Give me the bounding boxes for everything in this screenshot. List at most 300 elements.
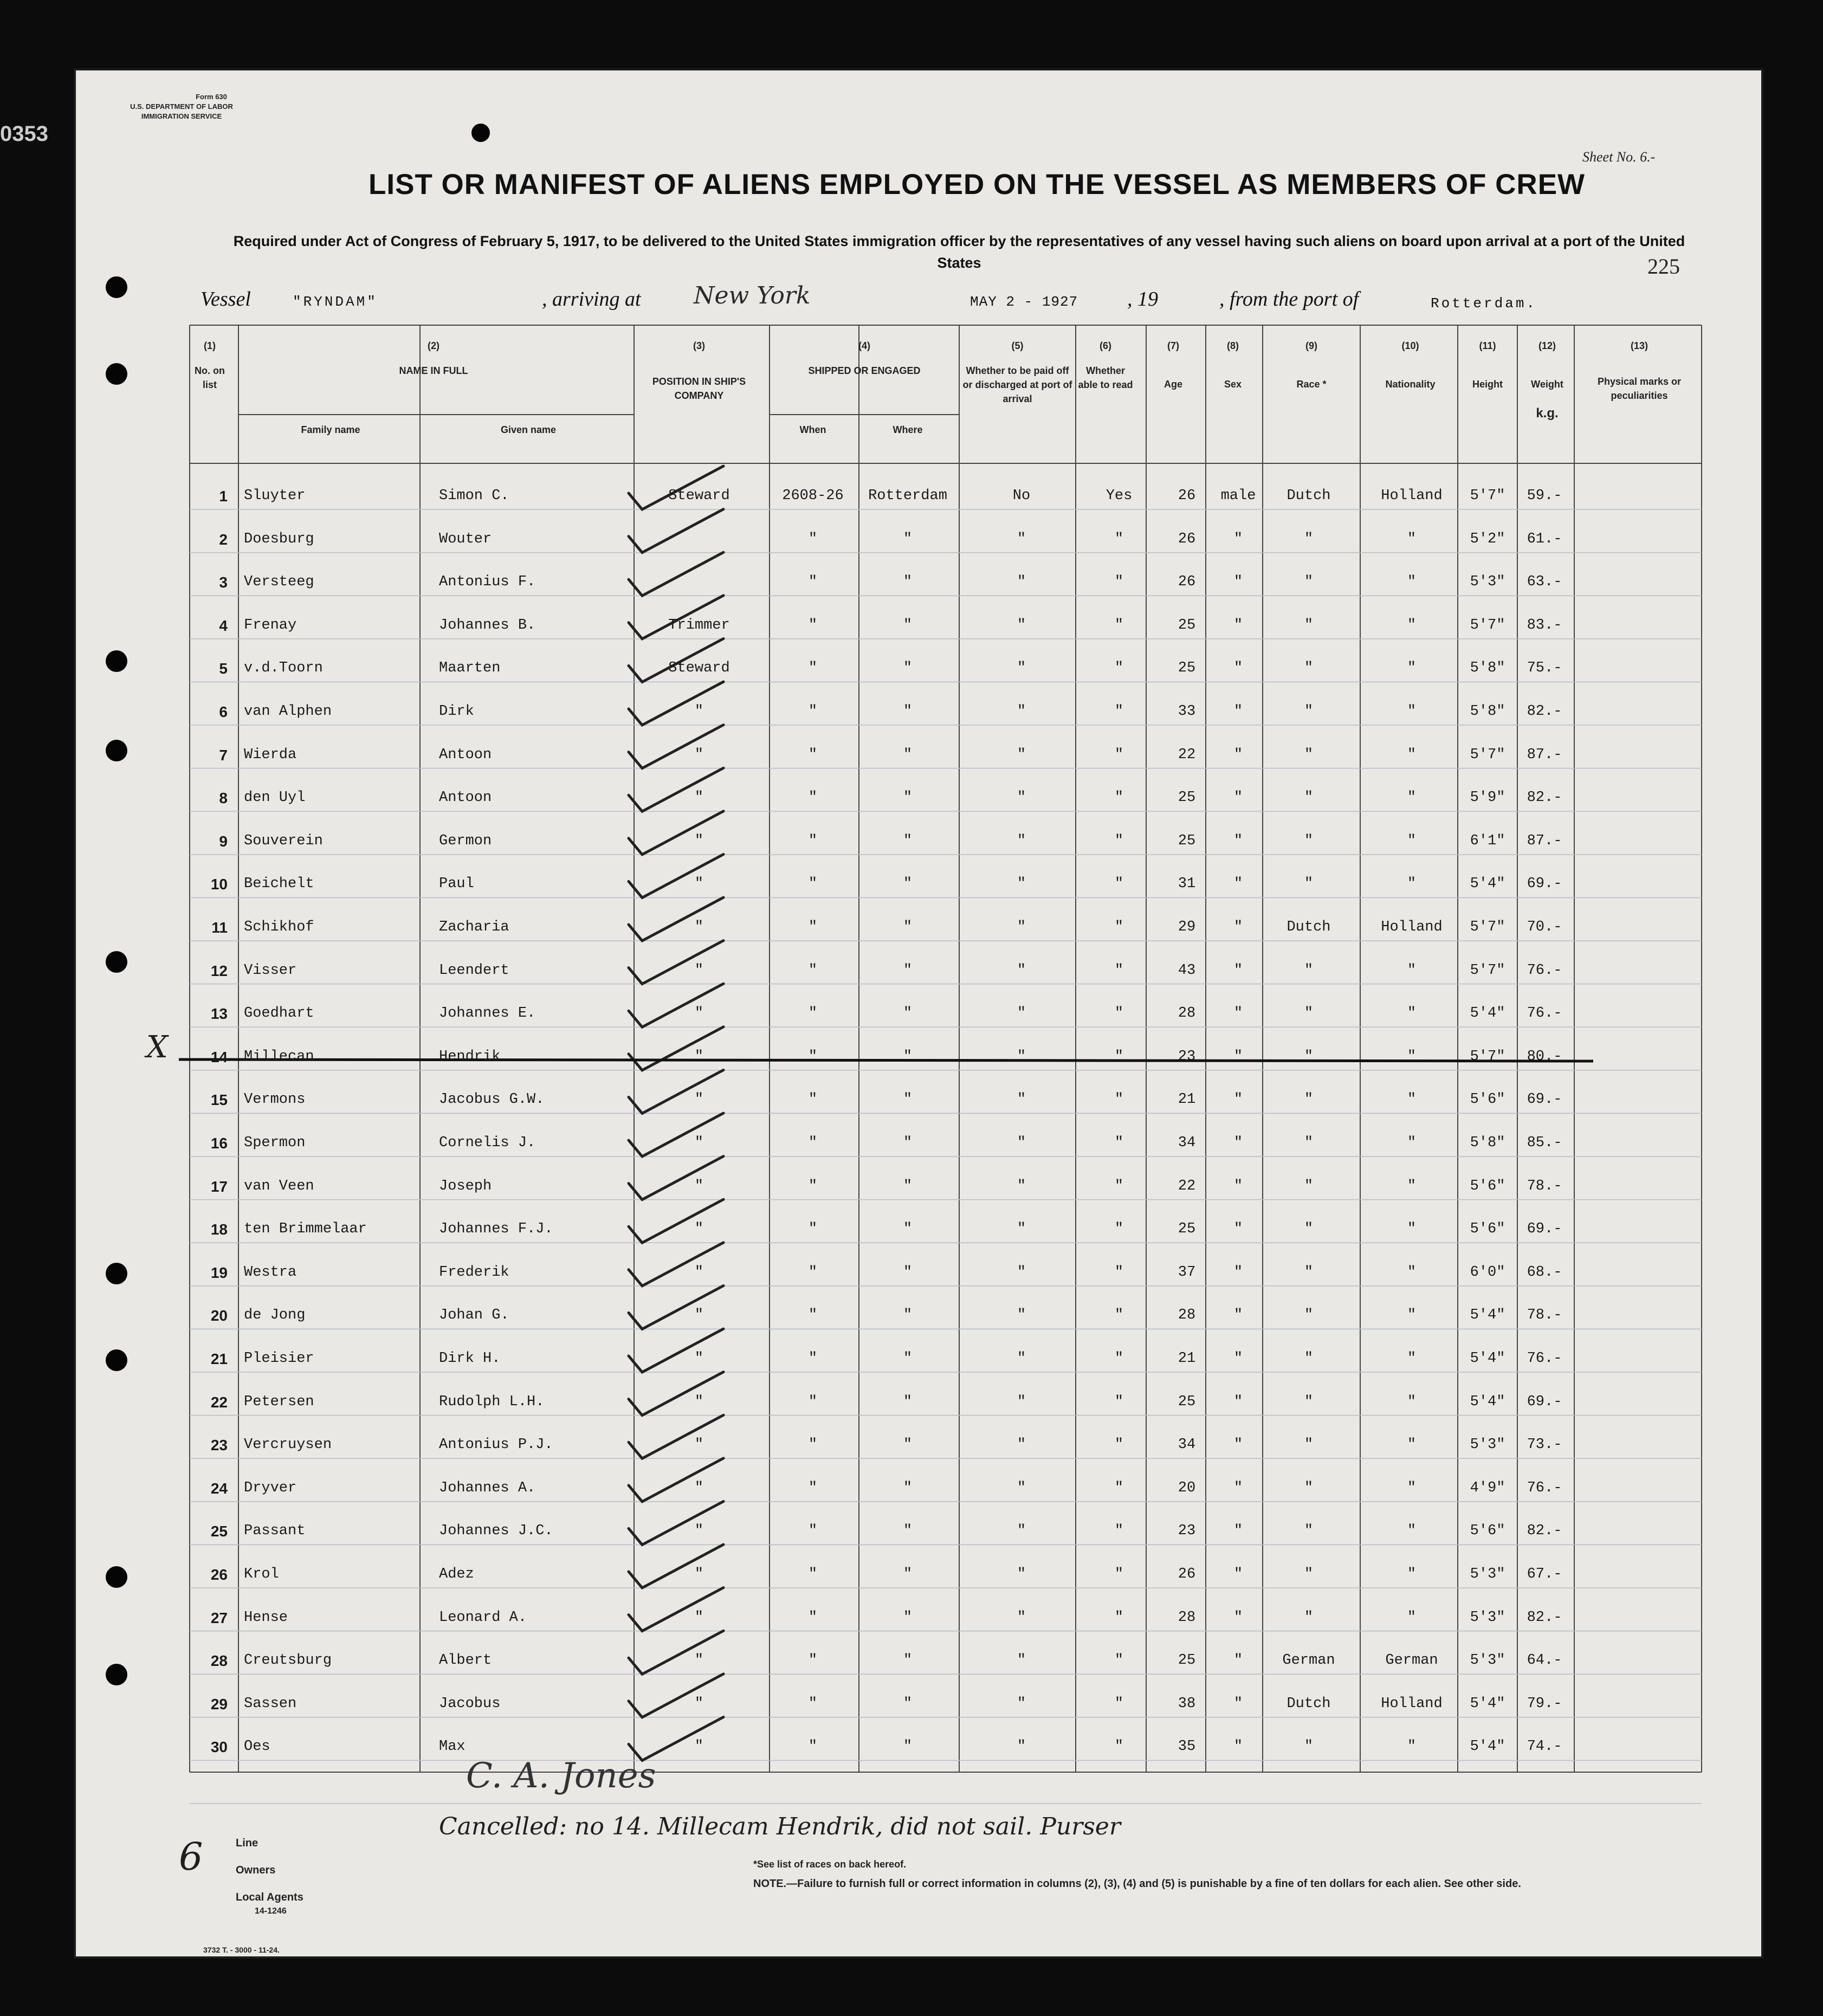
service-name: IMMIGRATION SERVICE: [141, 112, 222, 120]
col-7-header: (7) Age: [1163, 340, 1182, 390]
cell-no: 27: [210, 1609, 228, 1626]
cell-family: Visser: [244, 962, 297, 979]
cell-race: Dutch: [1287, 1695, 1331, 1712]
cell-position: ": [694, 1609, 704, 1626]
cell-race: ": [1304, 1091, 1314, 1108]
cell-paid: ": [1017, 790, 1026, 806]
cell-race: ": [1304, 1178, 1314, 1194]
cell-sex: ": [1233, 1351, 1243, 1367]
cell-family: Passant: [244, 1523, 306, 1540]
cell-no: 11: [211, 919, 228, 936]
when-header: When: [799, 424, 826, 435]
cell-given: Adez: [439, 1566, 474, 1582]
cell-no: 15: [210, 1091, 228, 1109]
cell-weight: 68.-: [1527, 1264, 1562, 1281]
cell-where: ": [903, 1695, 913, 1712]
cell-sex: ": [1233, 1178, 1243, 1194]
cell-sex: ": [1233, 962, 1243, 979]
cell-sex: ": [1233, 1479, 1243, 1496]
cell-family: Schikhof: [244, 919, 314, 935]
cell-read: ": [1114, 660, 1124, 677]
cell-where: ": [903, 1307, 913, 1324]
cell-no: 4: [219, 617, 228, 634]
agents-label: Local Agents: [236, 1891, 303, 1903]
cell-no: 13: [210, 1005, 228, 1023]
cell-where: ": [903, 1739, 913, 1755]
cell-read: ": [1114, 746, 1124, 763]
cell-sex: ": [1233, 1091, 1243, 1108]
cell-paid: ": [1017, 832, 1026, 849]
cell-height: 5'8": [1470, 703, 1505, 720]
cell-position: ": [694, 832, 704, 849]
cell-weight: 69.-: [1527, 1091, 1562, 1108]
cell-family: Goedhart: [244, 1005, 314, 1022]
cell-height: 5'4": [1470, 1005, 1505, 1022]
cell-nat: ": [1407, 1393, 1417, 1410]
cell-weight: 76.-: [1527, 962, 1562, 979]
cell-position: ": [694, 1479, 704, 1496]
cell-height: 5'4": [1470, 1695, 1505, 1712]
cell-where: ": [903, 919, 913, 935]
cell-height: 5'3": [1470, 574, 1505, 591]
cell-nat: ": [1407, 1091, 1417, 1108]
cell-no: 1: [219, 488, 228, 505]
given-name-header: Given name: [500, 424, 557, 435]
cell-race: ": [1304, 1351, 1314, 1367]
cell-weight: 76.-: [1527, 1005, 1562, 1022]
cell-when: ": [808, 1566, 818, 1582]
cell-sex: ": [1233, 1221, 1243, 1238]
cell-where: ": [903, 1479, 913, 1496]
cell-nat: German: [1385, 1652, 1438, 1669]
cell-no: 9: [219, 832, 228, 850]
cell-given: Wouter: [439, 531, 492, 547]
cell-weight: 59.-: [1527, 488, 1562, 504]
cell-when: ": [808, 1523, 818, 1540]
cell-family: Millecan: [244, 1048, 314, 1065]
cell-no: 21: [210, 1351, 228, 1367]
cell-given: Frederik: [439, 1264, 509, 1281]
cell-paid: ": [1017, 746, 1026, 763]
cell-when: ": [808, 832, 818, 849]
col-4-header: (4) SHIPPED OR ENGAGED: [808, 340, 921, 376]
page-subtitle: Required under Act of Congress of February 5, 1917, to be delivered to the United States immigration officer by the representatives of any vessel having such aliens on board upon arrival at a port of the United States: [233, 233, 1685, 271]
cell-position: ": [694, 1048, 704, 1065]
family-name-header: Family name: [301, 424, 360, 435]
cell-when: ": [808, 1221, 818, 1238]
cell-family: Vercruysen: [244, 1437, 332, 1453]
cell-given: Antoon: [439, 790, 492, 806]
cell-height: 5'6": [1470, 1178, 1505, 1194]
cell-age: 34: [1178, 1437, 1196, 1453]
cell-nat: Holland: [1381, 488, 1443, 504]
cell-given: Paul: [439, 876, 474, 893]
cell-sex: ": [1233, 1652, 1243, 1669]
cell-height: 5'3": [1470, 1566, 1505, 1582]
cell-read: ": [1114, 919, 1124, 935]
cell-position: ": [694, 1739, 704, 1755]
cell-paid: ": [1017, 703, 1026, 720]
cell-position: ": [694, 1437, 704, 1453]
cell-weight: 70.-: [1527, 919, 1562, 935]
cell-given: Johannes B.: [439, 617, 536, 634]
cell-age: 28: [1178, 1307, 1196, 1324]
cell-age: 23: [1178, 1048, 1196, 1065]
cell-race: ": [1304, 574, 1314, 591]
cell-nat: ": [1407, 1307, 1417, 1324]
cell-where: ": [903, 1523, 913, 1540]
cell-when: ": [808, 1695, 818, 1712]
cell-read: ": [1114, 1393, 1124, 1410]
arrival-date: MAY 2 - 1927: [970, 294, 1078, 310]
cell-height: 5'7": [1470, 962, 1505, 979]
cell-weight: 63.-: [1527, 574, 1562, 591]
col-12-header: (12) Weight k.g.: [1531, 340, 1563, 421]
cell-no: 5: [219, 660, 228, 677]
cell-nat: ": [1407, 1523, 1417, 1540]
sheet-value: 6.-: [1640, 149, 1656, 165]
cell-paid: ": [1017, 1609, 1026, 1626]
cell-sex: ": [1233, 1609, 1243, 1626]
cell-race: ": [1304, 962, 1314, 979]
form-number: Form 630: [196, 93, 227, 101]
cell-given: Zacharia: [439, 919, 509, 935]
cell-nat: ": [1407, 1135, 1417, 1151]
cell-race: ": [1304, 746, 1314, 763]
col-5-header: (5) Whether to be paid off or discharged at port of arrival: [962, 340, 1072, 404]
cell-no: 29: [210, 1695, 228, 1713]
cell-weight: 74.-: [1527, 1739, 1562, 1755]
cell-height: 5'4": [1470, 1351, 1505, 1367]
cell-position: Steward: [668, 660, 730, 677]
cell-given: Maarten: [439, 660, 501, 677]
cell-sex: ": [1233, 1739, 1243, 1755]
cell-when: ": [808, 1652, 818, 1669]
cell-when: ": [808, 1609, 818, 1626]
cell-no: 8: [219, 790, 228, 807]
cell-where: ": [903, 1437, 913, 1453]
cell-where: ": [903, 703, 913, 720]
cell-where: Rotterdam: [868, 488, 947, 504]
cell-no: 30: [210, 1739, 228, 1756]
cell-read: ": [1114, 876, 1124, 893]
cell-race: Dutch: [1287, 488, 1331, 504]
cell-race: ": [1304, 1048, 1314, 1065]
cell-nat: ": [1407, 703, 1417, 720]
col-2-header: (2) NAME IN FULL: [399, 340, 468, 376]
col-8-header: (8) Sex: [1224, 340, 1242, 390]
cell-height: 5'6": [1470, 1523, 1505, 1540]
cell-when: 2608-26: [782, 488, 844, 504]
cell-sex: ": [1233, 1566, 1243, 1582]
cell-age: 28: [1178, 1005, 1196, 1022]
cell-given: Jacobus G.W.: [439, 1091, 545, 1108]
cell-age: 38: [1178, 1695, 1196, 1712]
cell-read: ": [1114, 1437, 1124, 1453]
cell-height: 5'6": [1470, 1091, 1505, 1108]
cell-read: ": [1114, 1264, 1124, 1281]
cell-paid: ": [1017, 1695, 1026, 1712]
cell-given: Johannes E.: [439, 1005, 536, 1022]
cell-height: 5'4": [1470, 1739, 1505, 1755]
cell-age: 23: [1178, 1523, 1196, 1540]
cell-where: ": [903, 574, 913, 591]
cell-age: 34: [1178, 1135, 1196, 1151]
cell-age: 25: [1178, 790, 1196, 806]
cell-family: Sluyter: [244, 488, 306, 504]
cell-family: Souverein: [244, 832, 323, 849]
cell-age: 25: [1178, 660, 1196, 677]
cell-position: ": [694, 1005, 704, 1022]
cell-height: 6'1": [1470, 832, 1505, 849]
cell-sex: ": [1233, 746, 1243, 763]
cell-nat: ": [1407, 617, 1417, 634]
cell-given: Jacobus: [439, 1695, 501, 1712]
cell-nat: ": [1407, 1739, 1417, 1755]
line-label: Line: [236, 1837, 258, 1849]
cell-position: ": [694, 1091, 704, 1108]
cell-where: ": [903, 1178, 913, 1194]
cell-nat: Holland: [1381, 1695, 1443, 1712]
cell-race: ": [1304, 790, 1314, 806]
cell-nat: ": [1407, 1437, 1417, 1453]
cell-race: ": [1304, 1609, 1314, 1626]
cell-given: Johannes J.C.: [439, 1523, 553, 1540]
cell-height: 5'6": [1470, 1221, 1505, 1238]
cell-race: ": [1304, 1393, 1314, 1410]
cell-sex: ": [1233, 919, 1243, 935]
owners-label: Owners: [236, 1864, 276, 1876]
cell-age: 22: [1178, 1178, 1196, 1194]
cell-where: ": [903, 1609, 913, 1626]
footer-note: NOTE.—Failure to furnish full or correct information in columns (2), (3), (4) and (5) is punishable by a fine of ten dollars for each alien. See other side.: [753, 1878, 1521, 1890]
cell-position: ": [694, 790, 704, 806]
cell-no: 24: [210, 1479, 228, 1497]
cell-age: 26: [1178, 531, 1196, 547]
cell-read: ": [1114, 1609, 1124, 1626]
cell-read: ": [1114, 1178, 1124, 1194]
cell-family: Spermon: [244, 1135, 306, 1151]
cell-given: Dirk H.: [439, 1351, 501, 1367]
col-13-header: (13) Physical marks or peculiarities: [1597, 340, 1682, 401]
cancel-annotation: Cancelled: no 14. Millecam Hendrik, did not sail. Purser: [439, 1813, 1121, 1840]
cell-read: ": [1114, 617, 1124, 634]
cell-race: ": [1304, 832, 1314, 849]
cell-race: ": [1304, 1264, 1314, 1281]
cell-when: ": [808, 1479, 818, 1496]
cell-height: 5'4": [1470, 1307, 1505, 1324]
cell-nat: ": [1407, 876, 1417, 893]
cell-paid: ": [1017, 1178, 1026, 1194]
cell-paid: ": [1017, 617, 1026, 634]
cell-sex: ": [1233, 574, 1243, 591]
cell-age: 26: [1178, 574, 1196, 591]
cell-weight: 64.-: [1527, 1652, 1562, 1669]
cell-position: ": [694, 703, 704, 720]
check-mark: [629, 509, 723, 553]
cell-no: 25: [210, 1523, 228, 1540]
cell-family: den Uyl: [244, 790, 306, 806]
cell-where: ": [903, 876, 913, 893]
cell-paid: ": [1017, 1221, 1026, 1238]
cell-nat: ": [1407, 1221, 1417, 1238]
cell-family: Dryver: [244, 1479, 297, 1496]
cell-when: ": [808, 660, 818, 677]
cell-age: 25: [1178, 1652, 1196, 1669]
cell-family: ten Brimmelaar: [244, 1221, 367, 1238]
cell-nat: ": [1407, 1351, 1417, 1367]
cell-family: Hense: [244, 1609, 288, 1626]
cell-no: 14: [210, 1048, 228, 1065]
cell-age: 28: [1178, 1609, 1196, 1626]
cell-weight: 76.-: [1527, 1351, 1562, 1367]
cell-nat: ": [1407, 1178, 1417, 1194]
cell-nat: ": [1407, 962, 1417, 979]
cell-where: ": [903, 1005, 913, 1022]
cell-family: Sassen: [244, 1695, 297, 1712]
cell-height: 5'7": [1470, 488, 1505, 504]
cell-where: ": [903, 1566, 913, 1582]
cell-given: Antoon: [439, 746, 492, 763]
cell-nat: ": [1407, 1609, 1417, 1626]
cell-sex: ": [1233, 531, 1243, 547]
cell-position: Steward: [668, 488, 730, 504]
cell-nat: ": [1407, 1264, 1417, 1281]
cell-weight: 67.-: [1527, 1566, 1562, 1582]
cell-paid: ": [1017, 1091, 1026, 1108]
cell-read: ": [1114, 790, 1124, 806]
cell-family: Creutsburg: [244, 1652, 332, 1669]
cell-weight: 78.-: [1527, 1307, 1562, 1324]
cell-no: 7: [219, 746, 228, 764]
cell-when: ": [808, 876, 818, 893]
cell-sex: ": [1233, 1048, 1243, 1065]
cell-when: ": [808, 1437, 818, 1453]
cell-read: ": [1114, 1135, 1124, 1151]
cell-position: ": [694, 1221, 704, 1238]
cell-sex: ": [1233, 1005, 1243, 1022]
cell-given: Johannes A.: [439, 1479, 536, 1496]
cell-paid: ": [1017, 1048, 1026, 1065]
cell-when: ": [808, 1048, 818, 1065]
cell-when: ": [808, 1178, 818, 1194]
cell-weight: 69.-: [1527, 1393, 1562, 1410]
cell-position: ": [694, 876, 704, 893]
cell-race: German: [1282, 1652, 1335, 1669]
cell-given: Albert: [439, 1652, 492, 1669]
cell-nat: Holland: [1381, 919, 1443, 935]
cell-sex: ": [1233, 790, 1243, 806]
cell-read: ": [1114, 1523, 1124, 1540]
cell-read: ": [1114, 531, 1124, 547]
cell-paid: ": [1017, 1351, 1026, 1367]
cell-where: ": [903, 1393, 913, 1410]
cell-weight: 69.-: [1527, 1221, 1562, 1238]
cell-height: 5'8": [1470, 1135, 1505, 1151]
cell-no: 17: [210, 1178, 228, 1195]
cell-family: Oes: [244, 1739, 270, 1755]
cell-age: 25: [1178, 1393, 1196, 1410]
cell-weight: 82.-: [1527, 1523, 1562, 1540]
cell-race: ": [1304, 1005, 1314, 1022]
cell-paid: ": [1017, 1264, 1026, 1281]
col-6-header: (6) Whether able to read: [1078, 340, 1133, 390]
cell-nat: ": [1407, 1005, 1417, 1022]
cell-paid: ": [1017, 1652, 1026, 1669]
cell-sex: male: [1220, 488, 1256, 504]
cell-read: ": [1114, 1652, 1124, 1669]
cell-weight: 82.-: [1527, 790, 1562, 806]
cell-where: ": [903, 531, 913, 547]
cell-family: Pleisier: [244, 1351, 314, 1367]
cell-age: 33: [1178, 703, 1196, 720]
cell-position: ": [694, 746, 704, 763]
cell-given: Simon C.: [439, 488, 509, 504]
cell-weight: 69.-: [1527, 876, 1562, 893]
stamp-number: 0353: [0, 122, 48, 146]
cell-given: Hendrik: [439, 1048, 501, 1065]
cell-read: ": [1114, 574, 1124, 591]
col-3-header: (3) POSITION IN SHIP'S COMPANY: [652, 340, 746, 401]
cell-given: Antonius F.: [439, 574, 536, 591]
cell-read: ": [1114, 1695, 1124, 1712]
cell-weight: 78.-: [1527, 1178, 1562, 1194]
cell-paid: ": [1017, 1523, 1026, 1540]
cell-when: ": [808, 574, 818, 591]
cell-when: ": [808, 1393, 818, 1410]
cell-race: ": [1304, 1566, 1314, 1582]
cell-family: Petersen: [244, 1393, 314, 1410]
cell-no: 28: [210, 1652, 228, 1670]
print-code: 3732 T. - 3000 - 11-24.: [203, 1946, 280, 1954]
cell-age: 43: [1178, 962, 1196, 979]
cell-sex: ": [1233, 876, 1243, 893]
cell-height: 5'8": [1470, 660, 1505, 677]
cell-paid: ": [1017, 1437, 1026, 1453]
cell-where: ": [903, 1652, 913, 1669]
cell-no: 10: [210, 876, 228, 893]
cell-where: ": [903, 1091, 913, 1108]
cell-given: Johan G.: [439, 1307, 509, 1324]
cell-position: ": [694, 1351, 704, 1367]
cell-age: 21: [1178, 1091, 1196, 1108]
cell-sex: ": [1233, 1135, 1243, 1151]
cell-position: Trimmer: [668, 617, 730, 634]
signature: C. A. Jones: [466, 1756, 656, 1796]
cell-where: ": [903, 1135, 913, 1151]
cell-when: ": [808, 919, 818, 935]
cell-when: ": [808, 1307, 818, 1324]
cell-sex: ": [1233, 1437, 1243, 1453]
cell-weight: 87.-: [1527, 746, 1562, 763]
cell-read: ": [1114, 1005, 1124, 1022]
cell-sex: ": [1233, 1264, 1243, 1281]
cell-nat: ": [1407, 574, 1417, 591]
cell-no: 26: [210, 1566, 228, 1583]
cell-read: ": [1114, 832, 1124, 849]
cell-when: ": [808, 1264, 818, 1281]
cell-when: ": [808, 1739, 818, 1755]
cell-read: ": [1114, 1221, 1124, 1238]
cell-when: ": [808, 1351, 818, 1367]
cell-paid: ": [1017, 1307, 1026, 1324]
cell-nat: ": [1407, 832, 1417, 849]
cell-read: ": [1114, 1479, 1124, 1496]
cell-position: ": [694, 1178, 704, 1194]
cell-nat: ": [1407, 746, 1417, 763]
cell-race: ": [1304, 660, 1314, 677]
cell-sex: ": [1233, 832, 1243, 849]
